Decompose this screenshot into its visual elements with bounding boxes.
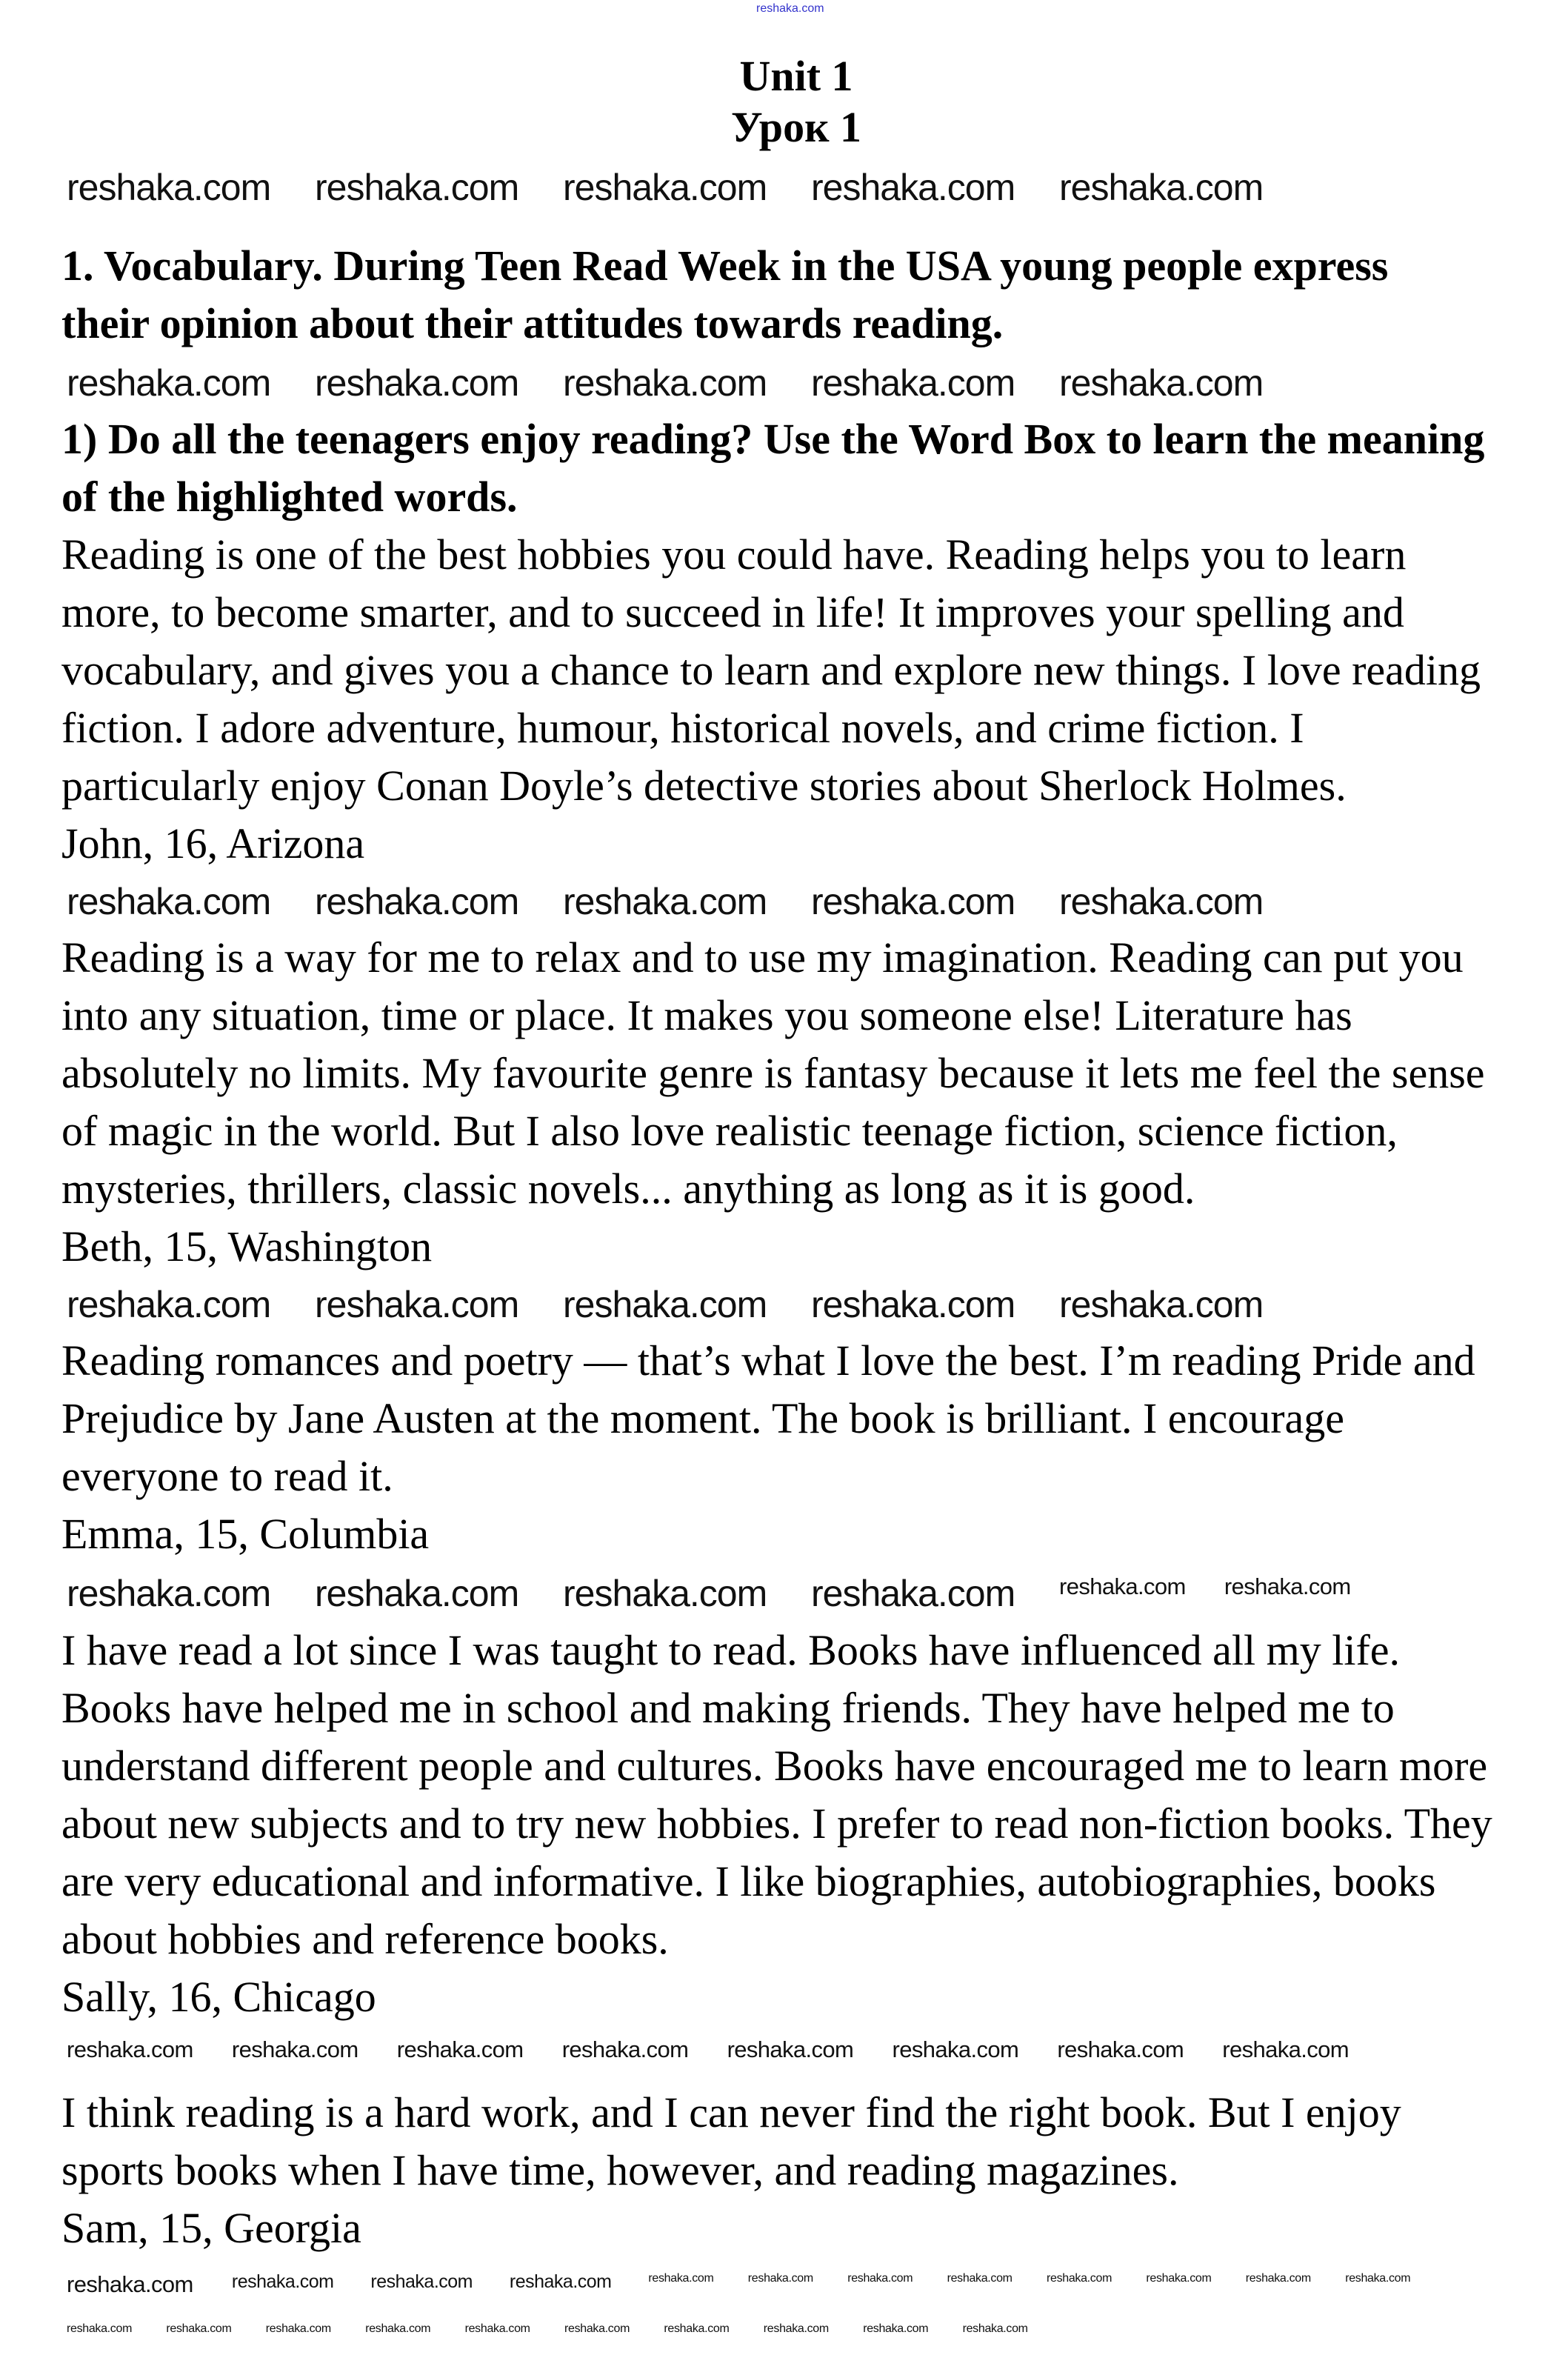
watermark: reshaka.com <box>1059 881 1264 922</box>
watermark: reshaka.com <box>947 2272 1012 2285</box>
watermark: reshaka.com <box>1245 2272 1311 2285</box>
watermark: reshaka.com <box>67 362 271 404</box>
author-line: Sam, 15, Georgia <box>61 2204 361 2252</box>
paragraph-sam <box>61 2084 1401 2257</box>
watermark: reshaka.com <box>847 2272 913 2285</box>
watermark: reshaka.com <box>811 362 1015 404</box>
watermark: reshaka.com <box>1059 362 1264 404</box>
text-line: I think reading is a hard work, and I can never find the right book. But I enjoy <box>61 2088 1401 2136</box>
watermark: reshaka.com <box>67 1284 271 1325</box>
watermark: reshaka.com <box>564 2322 630 2335</box>
heading-line: 1. Vocabulary. During Teen Read Week in the USA young people express <box>61 242 1389 290</box>
watermark: reshaka.com <box>727 2036 854 2062</box>
lesson-title: Урок 1 <box>731 103 861 151</box>
watermark: reshaka.com <box>863 2322 929 2335</box>
text-line: Reading is a way for me to relax and to use my imagination. Reading can put you <box>61 933 1464 982</box>
watermark: reshaka.com <box>265 2322 331 2335</box>
text-line: Reading romances and poetry — that’s what I love the best. I’m reading Pride and <box>61 1336 1475 1385</box>
watermark: reshaka.com <box>67 881 271 922</box>
watermark: reshaka.com <box>563 881 767 922</box>
watermark: reshaka.com <box>563 1284 767 1325</box>
watermark: reshaka.com <box>396 2036 524 2062</box>
watermark: reshaka.com <box>67 167 271 208</box>
text-line: fiction. I adore adventure, humour, historical novels, and crime fiction. I <box>61 704 1304 752</box>
paragraph-sally <box>61 1622 1492 2026</box>
watermark: reshaka.com <box>811 1573 1015 1614</box>
watermark: reshaka.com <box>1345 2272 1411 2285</box>
watermark: reshaka.com <box>1222 2036 1349 2062</box>
paragraph-beth <box>61 929 1485 1276</box>
heading-line: their opinion about their attitudes towards reading. <box>61 299 1004 347</box>
text-line: Prejudice by Jane Austen at the moment. The book is brilliant. I encourage <box>61 1394 1345 1442</box>
watermark: reshaka.com <box>231 2036 358 2062</box>
text-line: absolutely no limits. My favourite genre is fantasy because it lets me feel the sense <box>61 1049 1485 1097</box>
watermark: reshaka.com <box>811 167 1015 208</box>
subheading-line: 1) Do all the teenagers enjoy reading? Use the Word Box to learn the meaning <box>61 415 1485 463</box>
text-line: particularly enjoy Conan Doyle’s detective stories about Sherlock Holmes. <box>61 762 1347 810</box>
watermark: reshaka.com <box>1059 1573 1186 1599</box>
watermark: reshaka.com <box>747 2272 813 2285</box>
watermark: reshaka.com <box>365 2322 431 2335</box>
watermark: reshaka.com <box>561 2036 689 2062</box>
watermark: reshaka.com <box>315 1573 519 1614</box>
author-line: Emma, 15, Columbia <box>61 1510 430 1558</box>
author-line: Beth, 15, Washington <box>61 1222 433 1270</box>
watermark: reshaka.com <box>648 2272 714 2285</box>
text-line: understand different people and cultures. Books have encouraged me to learn more <box>61 1742 1488 1790</box>
watermark: reshaka.com <box>563 1573 767 1614</box>
watermark: reshaka.com <box>1057 2036 1184 2062</box>
watermark: reshaka.com <box>811 1284 1015 1325</box>
watermark: reshaka.com <box>464 2322 530 2335</box>
author-line: John, 16, Arizona <box>61 819 365 867</box>
text-line: sports books when I have time, however, and reading magazines. <box>61 2146 1179 2194</box>
text-line: I have read a lot since I was taught to read. Books have influenced all my life. <box>61 1626 1401 1674</box>
watermark: reshaka.com <box>67 2036 193 2062</box>
watermark: reshaka.com <box>892 2036 1019 2062</box>
text-line: Reading is one of the best hobbies you could have. Reading helps you to learn <box>61 530 1407 579</box>
text-line: mysteries, thrillers, classic novels... anything as long as it is good. <box>61 1165 1195 1213</box>
text-line: about hobbies and reference books. <box>61 1915 669 1963</box>
watermark-top: reshaka.com <box>756 2 824 15</box>
task-subheading <box>61 410 1484 526</box>
watermark: reshaka.com <box>315 362 519 404</box>
text-line: more, to become smarter, and to succeed in life! It improves your spelling and <box>61 588 1404 636</box>
text-line: Books have helped me in school and making friends. They have helped me to <box>61 1684 1395 1732</box>
watermark: reshaka.com <box>1047 2272 1112 2285</box>
watermark: reshaka.com <box>763 2322 829 2335</box>
watermark: reshaka.com <box>509 2271 612 2292</box>
watermark: reshaka.com <box>664 2322 730 2335</box>
watermark: reshaka.com <box>231 2271 334 2292</box>
task-heading <box>61 237 1388 353</box>
watermark: reshaka.com <box>67 2271 193 2297</box>
watermark: reshaka.com <box>1059 1284 1264 1325</box>
watermark: reshaka.com <box>166 2322 232 2335</box>
watermark: reshaka.com <box>315 167 519 208</box>
watermark: reshaka.com <box>563 167 767 208</box>
text-line: vocabulary, and gives you a chance to learn and explore new things. I love reading <box>61 646 1481 694</box>
subheading-line: of the highlighted words. <box>61 473 518 521</box>
watermark: reshaka.com <box>67 2322 133 2335</box>
watermark: reshaka.com <box>962 2322 1028 2335</box>
text-line: about new subjects and to try new hobbies. I prefer to read non-fiction books. They <box>61 1799 1492 1848</box>
watermark: reshaka.com <box>811 881 1015 922</box>
watermark: reshaka.com <box>67 1573 271 1614</box>
watermark: reshaka.com <box>315 1284 519 1325</box>
text-line: everyone to read it. <box>61 1452 393 1500</box>
watermark: reshaka.com <box>315 881 519 922</box>
watermark: reshaka.com <box>1224 1573 1351 1599</box>
unit-title: Unit 1 <box>739 52 853 100</box>
text-line: of magic in the world. But I also love realistic teenage fiction, science fiction, <box>61 1107 1398 1155</box>
watermark: reshaka.com <box>1146 2272 1212 2285</box>
paragraph-emma <box>61 1332 1475 1563</box>
watermark: reshaka.com <box>1059 167 1264 208</box>
text-line: into any situation, time or place. It makes you someone else! Literature has <box>61 991 1352 1039</box>
watermark: reshaka.com <box>370 2271 473 2292</box>
author-line: Sally, 16, Chicago <box>61 1973 376 2021</box>
watermark: reshaka.com <box>563 362 767 404</box>
text-line: are very educational and informative. I like biographies, autobiographies, books <box>61 1857 1436 1905</box>
paragraph-john <box>61 526 1481 873</box>
